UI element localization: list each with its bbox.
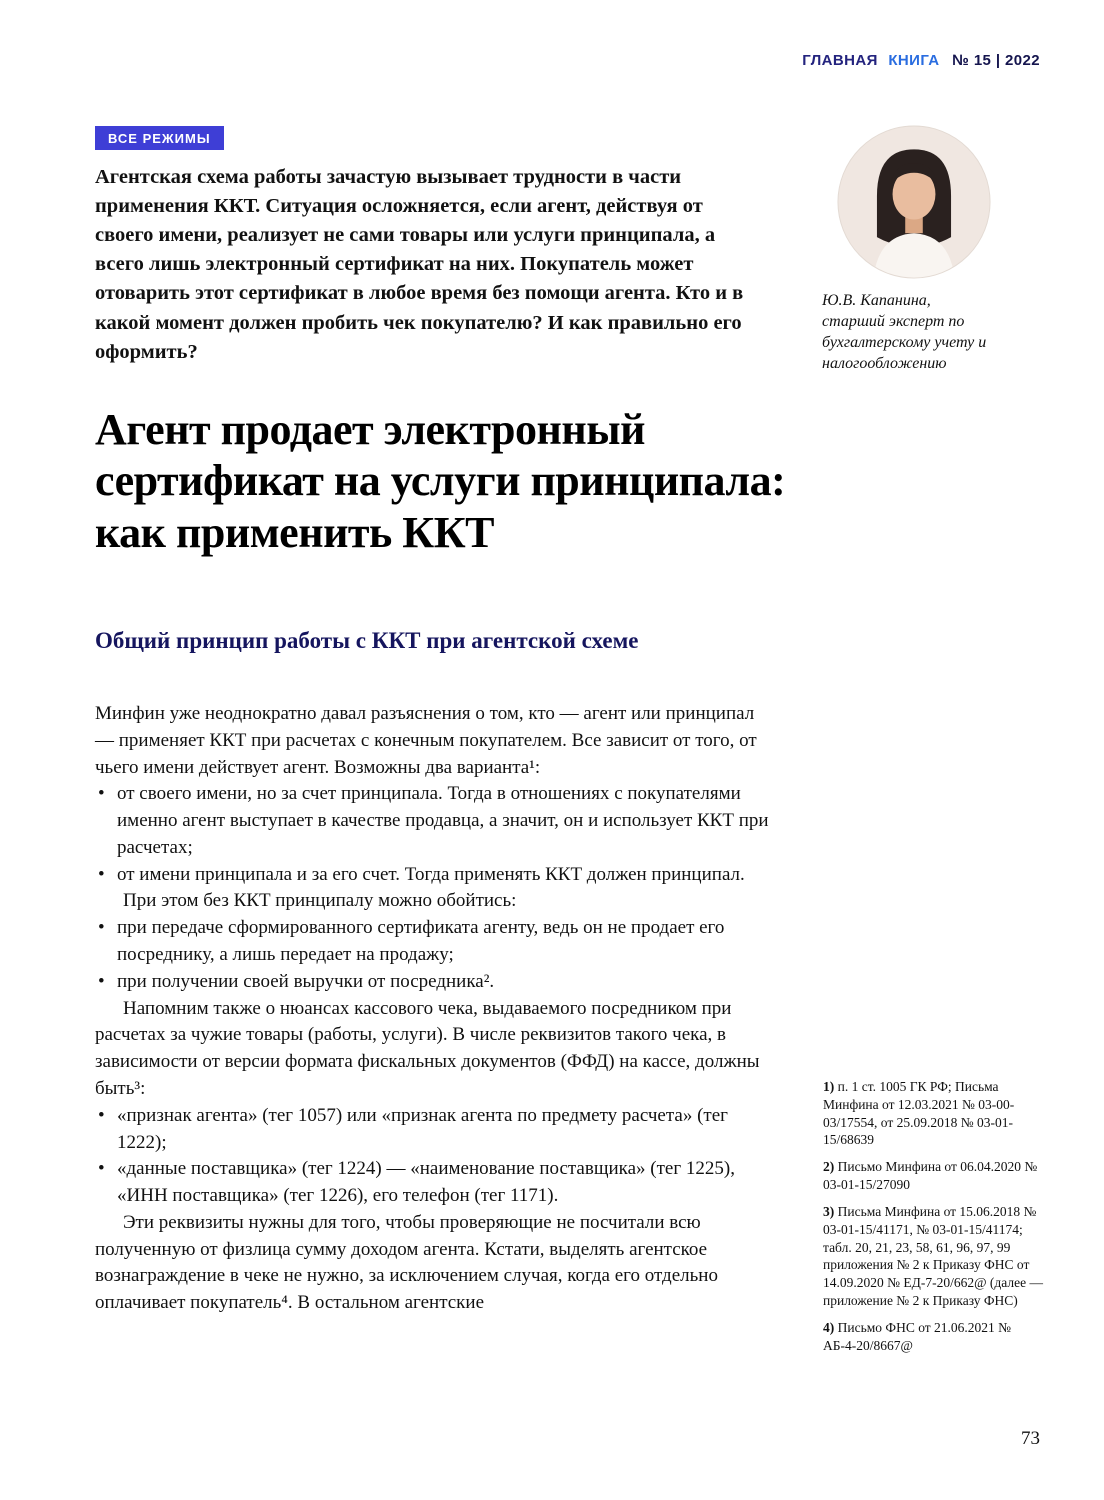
page-number: 73 [1021, 1428, 1040, 1449]
brand-part-1: ГЛАВНАЯ [802, 52, 878, 69]
author-name: Ю.В. Капанина, [822, 292, 931, 309]
article-title-line: как применить ККТ [95, 507, 494, 557]
article-title-line: сертификат на услуги принципала: [95, 456, 786, 506]
paragraph: При этом без ККТ принципалу можно обойтись: [123, 890, 517, 912]
footnote-text: Письмо Минфина от 06.04.2020 № 03-01-15/27090 [823, 1159, 1038, 1193]
paragraph: Минфин уже неоднократно давал разъяснения о том, кто — агент или принципал — применяет ККТ при расчетах с конечным покупателем. Все зависит от того, от чьего имени действует агент. Возможны два варианта¹: [95, 703, 757, 778]
article-title [95, 404, 1065, 558]
article-body [95, 701, 775, 1317]
bullet-item: • при получении своей выручки от посредника². [95, 969, 775, 996]
bullet-item: • от имени принципала и за его счет. Тогда применять ККТ должен принципал. [95, 862, 775, 889]
bullet-item: • «признак агента» (тег 1057) или «признак агента по предмету расчета» (тег 1222); [95, 1103, 775, 1157]
issue-number: № 15 | 2022 [952, 52, 1040, 69]
author-role: старший эксперт по бухгалтерскому учету и налогообложению [822, 313, 987, 373]
footnote-number: 4) [823, 1319, 835, 1335]
footnote-text: Письма Минфина от 15.06.2018 № 03-01-15/41171, № 03-01-15/41174; табл. 20, 21, 23, 58, 61, 96, 97, 99 приложения № 2 к Приказу ФНС от 14.09.2020 № ЕД-7-20/662@ (далее — приложение № 2 к Приказу ФНС) [823, 1203, 1043, 1308]
footnote-text: п. 1 ст. 1005 ГК РФ; Письма Минфина от 12.03.2021 № 03-00-03/17554, от 25.09.2018 № 03-01-15/68639 [823, 1079, 1015, 1148]
masthead [802, 52, 1040, 69]
footnote [823, 1158, 1043, 1194]
section-heading: Общий принцип работы с ККТ при агентской схеме [95, 628, 639, 653]
author-photo [836, 124, 992, 280]
author-block [822, 124, 1044, 374]
bullet-list [95, 781, 775, 888]
footnotes-sidebar [823, 1078, 1043, 1363]
footnote-number: 1) [823, 1079, 835, 1094]
footnote-number: 3) [823, 1203, 835, 1219]
regime-badge: ВСЕ РЕЖИМЫ [95, 126, 224, 150]
footnote [823, 1203, 1043, 1310]
bullet-item: • при передаче сформированного сертификата агенту, ведь он не продает его посреднику, а лишь передает на продажу; [95, 915, 775, 969]
paragraph: Эти реквизиты нужны для того, чтобы проверяющие не посчитали всю полученную от физлица сумму доходом агента. Кстати, выделять агентское вознаграждение в чеке не нужно, за исключением случая, когда его отдельно оплачивает покупатель⁴. В остальном агентские [95, 1211, 718, 1314]
footnote [823, 1319, 1043, 1355]
paragraph: Напомним также о нюансах кассового чека, выдаваемого посредником при расчетах за чужие товары (работы, услуги). В числе реквизитов такого чека, в зависимости от версии формата фискальных документов (ФФД) на кассе, должны быть³: [95, 997, 760, 1099]
bullet-list [95, 915, 775, 995]
article-title-line: Агент продает электронный [95, 405, 645, 454]
footnote-text: Письмо ФНС от 21.06.2021 № АБ-4-20/8667@ [823, 1319, 1012, 1353]
bullet-item: • «данные поставщика» (тег 1224) — «наименование поставщика» (тег 1225), «ИНН поставщика» (тег 1226), его телефон (тег 1171). [95, 1156, 775, 1210]
footnote [823, 1078, 1043, 1149]
brand-part-2: КНИГА [888, 52, 940, 69]
bullet-item: • от своего имени, но за счет принципала. Тогда в отношениях с покупателями именно агент выступает в качестве продавца, а значит, он и использует ККТ при расчетах; [95, 781, 775, 861]
bullet-list [95, 1103, 775, 1210]
lead-paragraph: Агентская схема работы зачастую вызывает трудности в части применения ККТ. Ситуация осложняется, если агент, действуя от своего имени, реализует не сами товары или услуги принципала, а всего лишь электронный сертификат на них. Покупатель может отоварить этот сертификат в любое время без помощи агента. Кто и в какой момент должен пробить чек покупателю? И как правильно его оформить? [95, 166, 744, 363]
footnote-number: 2) [823, 1159, 835, 1175]
author-caption [822, 290, 1044, 374]
